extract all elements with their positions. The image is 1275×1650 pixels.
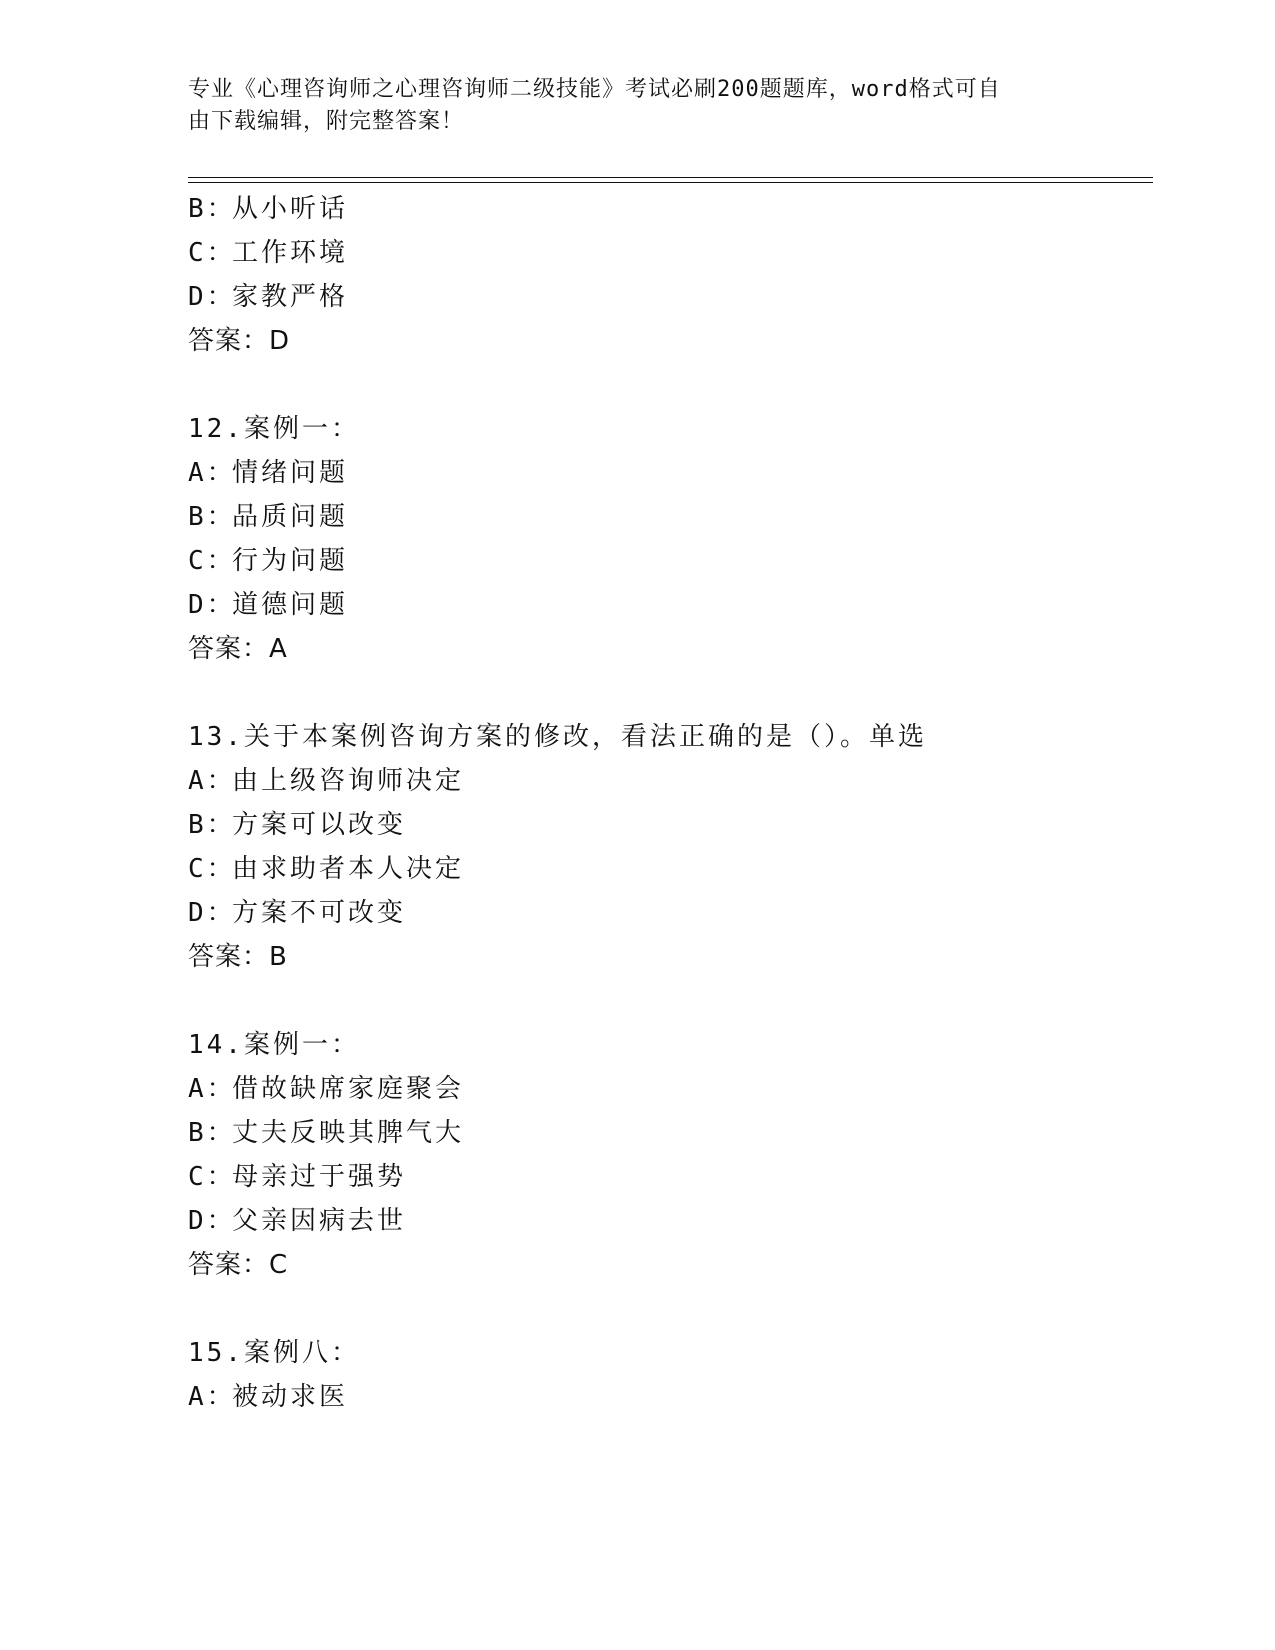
option-letter: B： — [188, 502, 236, 532]
question-stem: 13.关于本案例咨询方案的修改，看法正确的是（）。单选 — [188, 722, 927, 752]
answer-line: 答案：C — [188, 1250, 289, 1280]
option-letter: C： — [188, 546, 236, 576]
option-text: 丈夫反映其脾气大 — [232, 1118, 465, 1148]
option-letter: B： — [188, 810, 236, 840]
option-letter: B： — [188, 1118, 236, 1148]
option-text: 由上级咨询师决定 — [232, 766, 465, 796]
question-stem: 15.案例八： — [188, 1338, 360, 1368]
option-line — [188, 852, 464, 886]
option-line — [188, 1116, 464, 1150]
option-letter: B： — [188, 194, 236, 224]
header-divider-bottom — [188, 182, 1153, 183]
option-text: 工作环境 — [232, 238, 349, 268]
option-letter: C： — [188, 238, 236, 268]
option-line — [188, 1160, 406, 1194]
option-line — [188, 896, 406, 930]
option-line — [188, 1072, 464, 1106]
option-text: 方案不可改变 — [232, 898, 407, 928]
option-text: 行为问题 — [232, 546, 349, 576]
question-stem: 14.案例一： — [188, 1030, 360, 1060]
option-line — [188, 588, 348, 622]
option-line — [188, 808, 406, 842]
option-text: 母亲过于强势 — [232, 1162, 407, 1192]
option-text: 借故缺席家庭聚会 — [232, 1074, 465, 1104]
option-text: 品质问题 — [232, 502, 349, 532]
option-text: 方案可以改变 — [232, 810, 407, 840]
option-line — [188, 764, 464, 798]
option-letter: A： — [188, 458, 236, 488]
option-line — [188, 280, 348, 314]
option-text: 父亲因病去世 — [232, 1206, 407, 1236]
option-letter: C： — [188, 1162, 236, 1192]
option-letter: D： — [188, 1206, 236, 1236]
option-line — [188, 1380, 348, 1414]
option-line — [188, 236, 348, 270]
option-letter: C： — [188, 854, 236, 884]
option-text: 由求助者本人决定 — [232, 854, 465, 884]
option-text: 家教严格 — [232, 282, 349, 312]
answer-line: 答案：B — [188, 942, 288, 972]
option-text: 情绪问题 — [232, 458, 349, 488]
answer-line: 答案：A — [188, 634, 288, 664]
option-letter: A： — [188, 1382, 236, 1412]
option-line — [188, 192, 348, 226]
option-letter: A： — [188, 766, 236, 796]
header-line-2: 由下载编辑，附完整答案！ — [188, 109, 465, 134]
question-stem: 12.案例一： — [188, 414, 360, 444]
document-header — [188, 74, 1068, 138]
option-letter: D： — [188, 590, 236, 620]
option-text: 被动求医 — [232, 1382, 349, 1412]
option-letter: D： — [188, 282, 236, 312]
option-letter: A： — [188, 1074, 236, 1104]
header-line-1: 专业《心理咨询师之心理咨询师二级技能》考试必刷200题题库，word格式可自 — [188, 77, 1001, 102]
header-divider-top — [188, 177, 1153, 178]
answer-line: 答案：D — [188, 326, 291, 356]
option-line — [188, 544, 348, 578]
option-line — [188, 456, 348, 490]
option-letter: D： — [188, 898, 236, 928]
option-text: 道德问题 — [232, 590, 349, 620]
option-line — [188, 500, 348, 534]
option-text: 从小听话 — [232, 194, 349, 224]
option-line — [188, 1204, 406, 1238]
